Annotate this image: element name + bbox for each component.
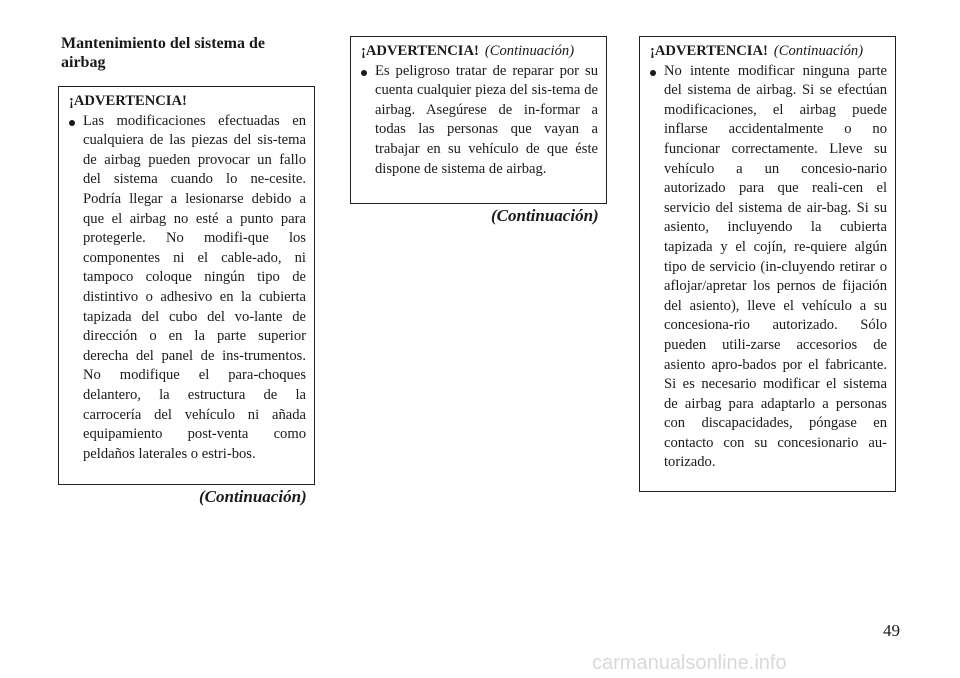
warning-box [639, 36, 896, 492]
page-number: 49 [883, 621, 900, 640]
bullet-icon [361, 70, 367, 76]
warning-text: Las modificaciones efectuadas en cualquiera de las piezas del sis-tema de airbag pueden provocar un fallo del sistema cuando lo ne-cesite. Podría llegar a lesionarse debido a que el airbag no esté a punto para protegerle. No modifi-que los componentes ni el cable-ado, ni tampoco coloque ningún tipo de distintivo o adhesivo en la cubierta tapizada del cubo del vo-lante de dirección o en la parte superior derecha del panel de ins-trumentos. No modifique el para-choques delantero, la estructura de la carrocería del vehículo ni añada equipamiento post-venta como peldaños laterales o estri-bos. [83, 112, 306, 462]
warning-label: ¡ADVERTENCIA! [69, 93, 187, 109]
warning-item [361, 62, 598, 180]
warning-text: No intente modificar ninguna parte del sistema de airbag. Si se efectúan modificaciones, el airbag puede inflarse accidentalmente o no funcionar correctamente. Lleve su vehículo a un concesio-nario autorizado para que reali-cen el servicio del sistema de air-bag. Si su asiento, incluyendo la cubierta tapizada y el cojín, re-quiere algún tipo de servicio (in-cluyendo retirar o aflojar/apretar los pernos de fijación del asiento), lleve el vehículo a su concesiona-rio autorizado. Sólo pueden utili-zarse accesorios de asiento apro-bados por el fabricante. Si es necesario modificar el sistema de airbag para adaptarlo a personas con discapacidades, póngase en contacto con su concesionario au-torizado. [664, 62, 887, 471]
continuation-note: (Continuación) [199, 487, 307, 506]
warning-text: Es peligroso tratar de reparar por su cuenta cualquier pieza del sis-tema de airbag. Asegúrese de in-formar a todas las personas que vayan a trabajar en su vehículo de que éste dispone de sistema de airbag. [375, 62, 598, 177]
section-title: Mantenimiento del sistema de airbag [61, 35, 265, 71]
warning-box [350, 36, 607, 204]
warning-continued-label: (Continuación) [773, 43, 864, 59]
warning-heading [650, 42, 887, 62]
warning-label: ¡ADVERTENCIA! [361, 43, 479, 59]
bullet-icon [650, 70, 656, 76]
continuation-note: (Continuación) [491, 206, 599, 225]
warning-box [58, 86, 315, 485]
warning-continued-label: (Continuación) [484, 43, 575, 59]
warning-heading [69, 92, 306, 112]
warning-item [650, 62, 887, 473]
warning-label: ¡ADVERTENCIA! [650, 43, 768, 59]
bullet-icon [69, 120, 75, 126]
warning-heading [361, 42, 598, 62]
warning-item [69, 112, 306, 465]
watermark: carmanualsonline.info [592, 652, 787, 674]
